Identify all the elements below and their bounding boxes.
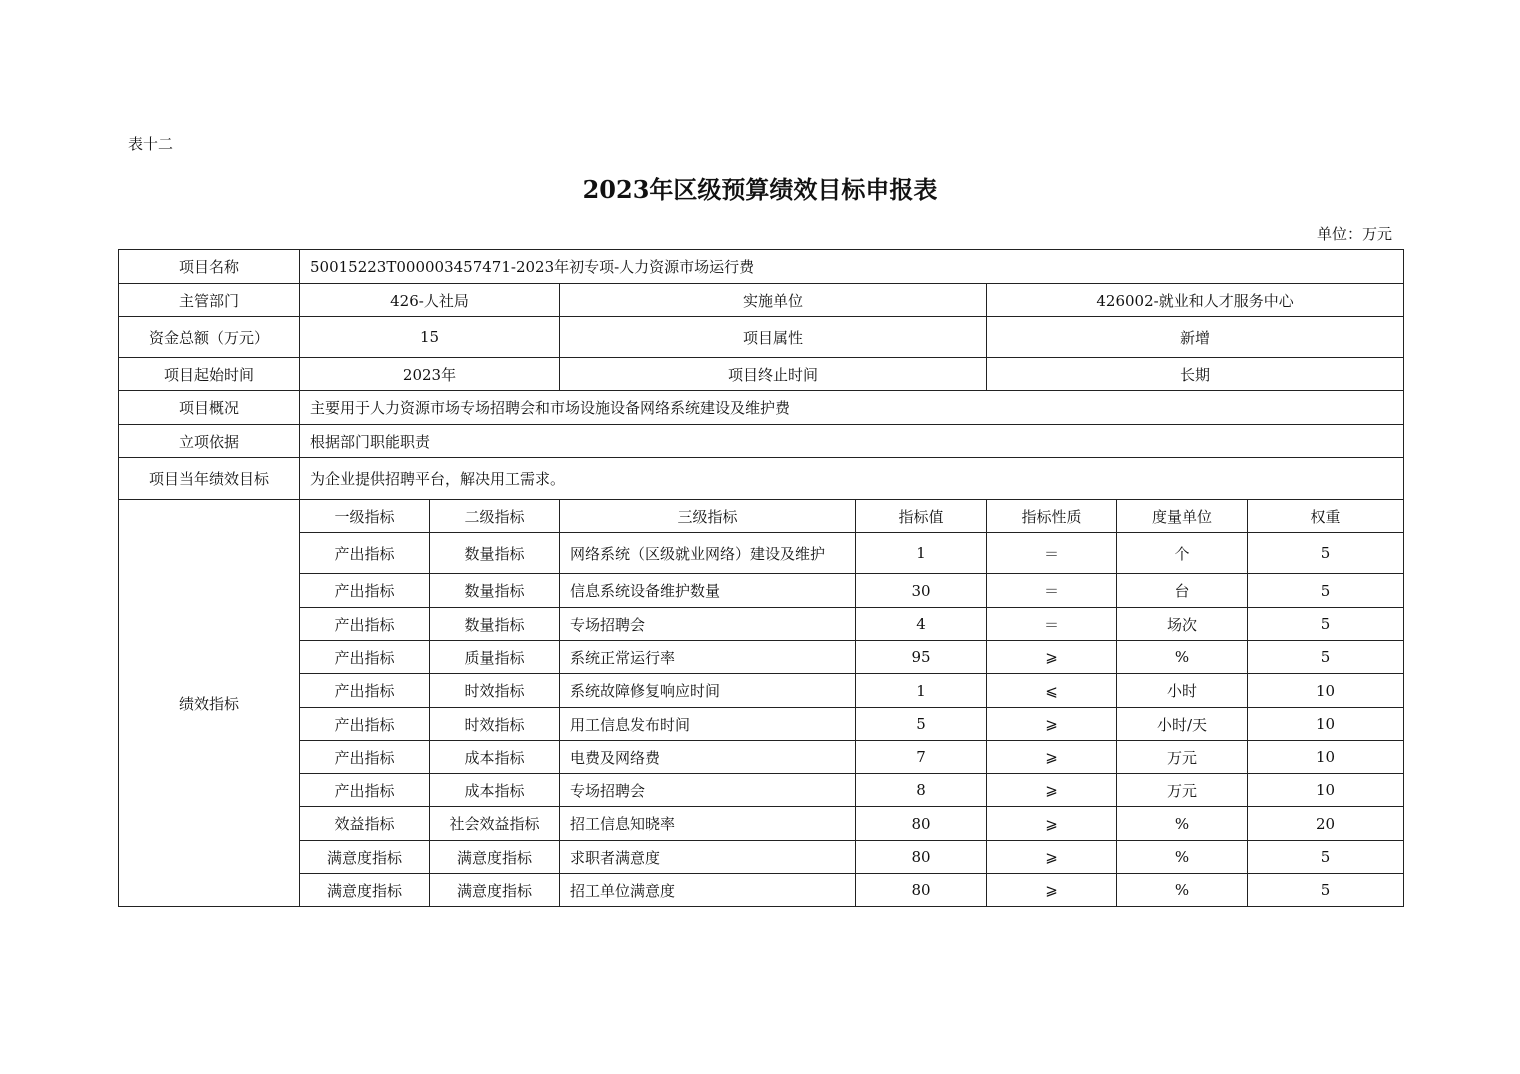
indicator-level1-cell: 效益指标	[300, 807, 430, 841]
indicator-weight-cell: 5	[1248, 533, 1404, 574]
indicator-level3-cell: 求职者满意度	[560, 841, 856, 874]
indicator-nature-cell: ⩾	[987, 841, 1117, 874]
indicator-nature-cell: ＝	[987, 608, 1117, 641]
attr-label: 项目属性	[560, 317, 987, 358]
basis-label: 立项依据	[119, 425, 300, 458]
indicator-level1-cell: 产出指标	[300, 774, 430, 807]
indicator-level2-cell: 成本指标	[430, 774, 560, 807]
indicator-level2-cell: 满意度指标	[430, 841, 560, 874]
basis-value: 根据部门职能职责	[300, 425, 1404, 458]
indicator-nature-cell: ⩾	[987, 641, 1117, 674]
indicator-weight-cell: 5	[1248, 841, 1404, 874]
start-label: 项目起始时间	[119, 358, 300, 391]
indicator-row	[119, 807, 1404, 841]
indicator-level1-cell: 产出指标	[300, 741, 430, 774]
indicator-value-cell: 80	[856, 841, 987, 874]
indicator-unit-cell: %	[1117, 874, 1248, 907]
indicator-unit-cell: %	[1117, 841, 1248, 874]
indicator-nature-cell: ⩾	[987, 874, 1117, 907]
indicator-value-cell: 80	[856, 874, 987, 907]
indicator-unit-cell: %	[1117, 807, 1248, 841]
table-number: 表十二	[128, 135, 174, 153]
dept-label: 主管部门	[119, 284, 300, 317]
indicator-level1-cell: 产出指标	[300, 708, 430, 741]
indicator-value-cell: 30	[856, 574, 987, 608]
indicator-nature-cell: ⩾	[987, 708, 1117, 741]
fund-value: 15	[300, 317, 560, 358]
indicators-section-label: 绩效指标	[119, 500, 300, 907]
indicator-nature-cell: ⩾	[987, 741, 1117, 774]
indicator-value-cell: 7	[856, 741, 987, 774]
indicator-level2-cell: 数量指标	[430, 574, 560, 608]
indicator-level3-cell: 招工单位满意度	[560, 874, 856, 907]
goal-label: 项目当年绩效目标	[119, 458, 300, 500]
indicator-value-cell: 95	[856, 641, 987, 674]
indicator-value-cell: 5	[856, 708, 987, 741]
indicator-unit-cell: 场次	[1117, 608, 1248, 641]
indicator-level3-cell: 网络系统（区级就业网络）建设及维护	[560, 533, 856, 574]
indicator-level2-cell: 数量指标	[430, 608, 560, 641]
indicator-unit-cell: 小时	[1117, 674, 1248, 708]
indicator-unit-cell: 台	[1117, 574, 1248, 608]
indicator-level1-cell: 产出指标	[300, 641, 430, 674]
indicator-nature-cell: ＝	[987, 574, 1117, 608]
header-level3: 三级指标	[560, 500, 856, 533]
indicator-level1-cell: 产出指标	[300, 533, 430, 574]
indicators-section	[119, 500, 1404, 907]
indicator-unit-cell: 小时/天	[1117, 708, 1248, 741]
indicator-level2-cell: 质量指标	[430, 641, 560, 674]
goal-value: 为企业提供招聘平台，解决用工需求。	[300, 458, 1404, 500]
indicator-level3-cell: 专场招聘会	[560, 608, 856, 641]
indicator-unit-cell: 万元	[1117, 741, 1248, 774]
indicator-level2-cell: 时效指标	[430, 708, 560, 741]
indicator-nature-cell: ⩽	[987, 674, 1117, 708]
indicator-level1-cell: 产出指标	[300, 574, 430, 608]
indicator-weight-cell: 10	[1248, 708, 1404, 741]
indicator-row	[119, 741, 1404, 774]
page-title: 2023年区级预算绩效目标申报表	[582, 175, 938, 204]
header-nature: 指标性质	[987, 500, 1117, 533]
indicator-weight-cell: 5	[1248, 641, 1404, 674]
indicator-level1-cell: 产出指标	[300, 608, 430, 641]
overview-label: 项目概况	[119, 391, 300, 425]
fund-label: 资金总额（万元）	[119, 317, 300, 358]
indicator-header-row	[119, 500, 1404, 533]
indicator-value-cell: 1	[856, 533, 987, 574]
indicator-row	[119, 608, 1404, 641]
indicator-nature-cell: ⩾	[987, 807, 1117, 841]
indicator-unit-cell: 个	[1117, 533, 1248, 574]
header-weight: 权重	[1248, 500, 1404, 533]
indicator-weight-cell: 10	[1248, 741, 1404, 774]
indicator-level3-cell: 电费及网络费	[560, 741, 856, 774]
indicator-level1-cell: 产出指标	[300, 674, 430, 708]
header-level2: 二级指标	[430, 500, 560, 533]
dept-value: 426-人社局	[300, 284, 560, 317]
indicator-value-cell: 1	[856, 674, 987, 708]
indicator-value-cell: 4	[856, 608, 987, 641]
indicator-row	[119, 774, 1404, 807]
header-value: 指标值	[856, 500, 987, 533]
indicator-row	[119, 874, 1404, 907]
indicator-nature-cell: ⩾	[987, 774, 1117, 807]
indicator-value-cell: 80	[856, 807, 987, 841]
indicator-level3-cell: 用工信息发布时间	[560, 708, 856, 741]
indicator-level1-cell: 满意度指标	[300, 874, 430, 907]
indicator-row	[119, 641, 1404, 674]
indicator-value-cell: 8	[856, 774, 987, 807]
project-name-label: 项目名称	[119, 250, 300, 284]
indicator-level2-cell: 社会效益指标	[430, 807, 560, 841]
project-name-value: 50015223T000003457471-2023年初专项-人力资源市场运行费	[300, 250, 1404, 284]
indicator-row	[119, 574, 1404, 608]
end-value: 长期	[987, 358, 1404, 391]
header-level1: 一级指标	[300, 500, 430, 533]
indicator-level3-cell: 系统故障修复响应时间	[560, 674, 856, 708]
overview-value: 主要用于人力资源市场专场招聘会和市场设施设备网络系统建设及维护费	[300, 391, 1404, 425]
indicator-weight-cell: 10	[1248, 774, 1404, 807]
indicator-level1-cell: 满意度指标	[300, 841, 430, 874]
impl-unit-value: 426002-就业和人才服务中心	[987, 284, 1404, 317]
basic-info-section	[119, 250, 1404, 500]
attr-value: 新增	[987, 317, 1404, 358]
indicator-unit-cell: %	[1117, 641, 1248, 674]
indicator-level2-cell: 时效指标	[430, 674, 560, 708]
indicator-level2-cell: 成本指标	[430, 741, 560, 774]
indicator-weight-cell: 10	[1248, 674, 1404, 708]
indicator-level2-cell: 满意度指标	[430, 874, 560, 907]
unit-label: 单位：万元	[1316, 225, 1392, 243]
start-value: 2023年	[300, 358, 560, 391]
indicator-row	[119, 674, 1404, 708]
indicator-level2-cell: 数量指标	[430, 533, 560, 574]
indicator-row	[119, 533, 1404, 574]
indicator-level3-cell: 专场招聘会	[560, 774, 856, 807]
indicator-nature-cell: ＝	[987, 533, 1117, 574]
indicator-level3-cell: 系统正常运行率	[560, 641, 856, 674]
indicator-weight-cell: 5	[1248, 874, 1404, 907]
impl-unit-label: 实施单位	[560, 284, 987, 317]
budget-performance-table	[118, 249, 1404, 907]
indicator-row	[119, 708, 1404, 741]
end-label: 项目终止时间	[560, 358, 987, 391]
indicator-level3-cell: 信息系统设备维护数量	[560, 574, 856, 608]
header-unit: 度量单位	[1117, 500, 1248, 533]
indicator-weight-cell: 20	[1248, 807, 1404, 841]
indicator-unit-cell: 万元	[1117, 774, 1248, 807]
indicator-weight-cell: 5	[1248, 574, 1404, 608]
indicator-weight-cell: 5	[1248, 608, 1404, 641]
indicator-row	[119, 841, 1404, 874]
indicator-level3-cell: 招工信息知晓率	[560, 807, 856, 841]
